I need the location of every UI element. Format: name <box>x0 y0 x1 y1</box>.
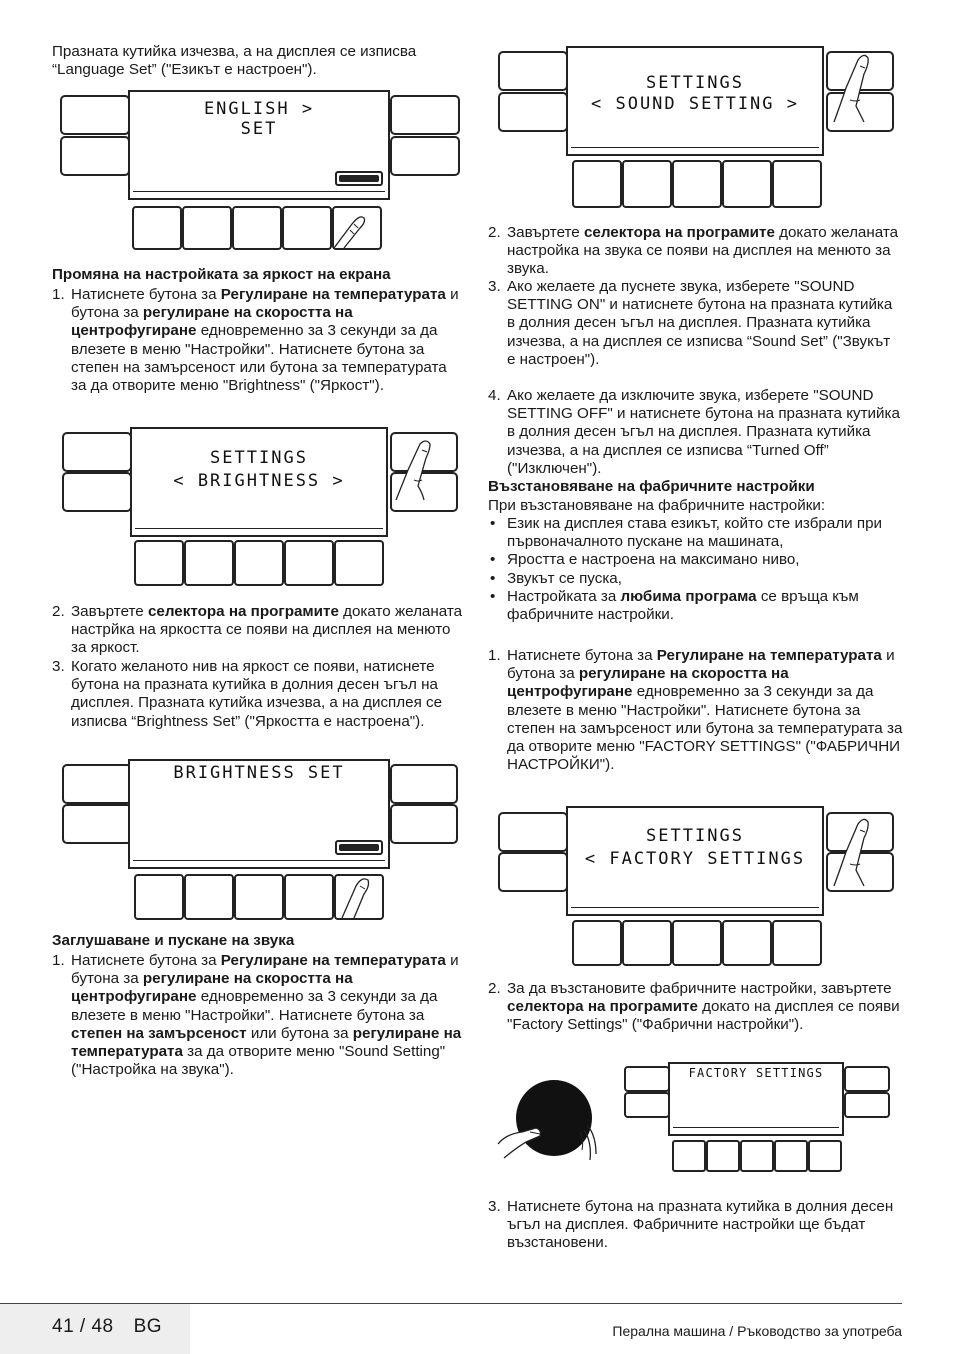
panel-bottom-button <box>706 1140 740 1172</box>
panel-bottom-button <box>284 540 334 586</box>
lcd-line: FACTORY SETTINGS <box>688 1066 824 1080</box>
empty-box-button <box>335 840 383 855</box>
panel-bottom-button <box>282 206 332 250</box>
text: или бутона за <box>246 1024 353 1042</box>
panel-bottom-button <box>134 540 184 586</box>
panel-bottom-button <box>774 1140 808 1172</box>
factory-intro: При възстановяване на фабричните настройки: <box>488 497 826 514</box>
text: докато желаната настрйка на яркостта се появи на дисплея на менюто за яркост. <box>71 603 463 657</box>
panel-bottom-button <box>622 920 672 966</box>
program-selector-knob-icon <box>496 1074 608 1164</box>
text: Натиснете бутона за <box>71 952 221 969</box>
panel-side-button <box>498 92 568 132</box>
bold-text: селектора на програмите <box>507 998 698 1016</box>
page-count: 41 / 48 <box>52 1316 114 1337</box>
text: Натиснете бутона за <box>71 286 221 303</box>
footer-title: Перална машина / Ръководство за употреба <box>612 1323 902 1339</box>
panel-side-button <box>390 804 458 844</box>
pressing-finger-icon <box>394 440 434 502</box>
panel-bottom-button <box>572 920 622 966</box>
display-panel-brightness-set <box>60 758 460 920</box>
factory-heading: Възстановяване на фабричните настройки <box>488 478 815 495</box>
bold-text: степен на замърсеност <box>71 1024 247 1042</box>
bold-text: регулиране на скоростта на центрофугиране <box>71 304 353 340</box>
text: Натиснете бутона за <box>507 647 657 664</box>
sound-step-1 <box>71 952 466 1079</box>
lcd-screen <box>128 90 390 200</box>
lcd-screen <box>128 759 390 869</box>
text: Настройката за <box>507 587 621 605</box>
text: За да възстановите фабричните настройки, завъртете <box>507 980 892 997</box>
sound-step-3: Ако желаете да пуснете звука, изберете "SOUND SETTING ON" и натиснете бутона на празната кутийка в долния десен ъгъл на дисплея. Празната кутийка изчезва, а на дисплея се изписва “Sound Set” ("Звукът е настроен"). <box>507 278 893 368</box>
bold-text: селектора на програмите <box>147 603 339 620</box>
panel-side-button <box>60 136 130 176</box>
display-panel-factory-settings <box>496 804 896 966</box>
language-code: BG <box>133 1316 163 1337</box>
factory-step-3: Натиснете бутона на празната кутийка в долния десен ъгъл на дисплея. Фабричните настройки ще бъдат възстановени. <box>507 1198 894 1252</box>
text: докато на дисплея се появи "Factory Settings" ("Фабрични настройки"). <box>507 998 900 1034</box>
panel-side-button <box>498 852 568 892</box>
pressing-finger-icon <box>832 818 872 888</box>
text: и бутона за <box>71 952 459 988</box>
panel-bottom-button <box>808 1140 842 1172</box>
lcd-line: < BRIGHTNESS > <box>173 471 345 491</box>
pressing-finger-icon <box>330 210 370 250</box>
lcd-screen <box>566 806 824 916</box>
panel-bottom-button <box>740 1140 774 1172</box>
panel-bottom-button <box>722 920 772 966</box>
panel-bottom-button <box>572 160 622 208</box>
display-panel-sound-setting <box>496 44 896 208</box>
display-panel-brightness <box>60 426 460 586</box>
bold-text: Регулиране на температурата <box>220 286 446 303</box>
lcd-line: SET <box>240 119 278 139</box>
panel-side-button <box>624 1066 670 1092</box>
panel-bottom-button <box>672 160 722 208</box>
lcd-screen <box>130 427 388 537</box>
text: едновременно за 3 секунди за да влезете в меню "Настройки". Натиснете бутона за степен на замърсеност или бутона за температурата за да отворите меню "FACTORY SETTINGS" ("ФАБРИЧНИ НАСТРОЙКИ"). <box>507 683 903 774</box>
text: Завъртете <box>507 224 584 241</box>
lcd-screen <box>566 46 824 156</box>
panel-side-button <box>498 51 568 91</box>
text: и бутона за <box>71 286 459 322</box>
list-item: • Звукът се пуска, <box>488 570 902 588</box>
panel-bottom-button <box>772 920 822 966</box>
bold-text: Регулиране на температурата <box>220 952 446 969</box>
step-number: 1. <box>52 286 65 303</box>
text: Завъртете <box>71 603 148 620</box>
panel-side-button <box>62 764 132 804</box>
panel-side-button <box>60 95 130 135</box>
lcd-line: SETTINGS <box>646 73 744 93</box>
step-number: 2. <box>52 603 65 620</box>
panel-bottom-button <box>182 206 232 250</box>
panel-bottom-button <box>184 540 234 586</box>
panel-bottom-button <box>134 874 184 920</box>
footer-divider <box>0 1303 902 1304</box>
lcd-line: < SOUND SETTING > <box>591 94 799 114</box>
lcd-line: SETTINGS <box>646 826 744 846</box>
lcd-line: BRIGHTNESS SET <box>173 763 345 783</box>
sound-step-4: Ако желаете да изключите звука, изберете "SOUND SETTING OFF" и натиснете бутона на празната кутийка в долния десен ъгъл на дисплея. Празната кутийка изчезва, а на дисплея се изписва “Turned Off” ("Изключен"). <box>507 387 900 477</box>
lcd-line: ENGLISH > <box>203 99 315 119</box>
panel-side-button <box>844 1092 890 1118</box>
panel-side-button <box>62 472 132 512</box>
text: и бутона за <box>507 647 895 683</box>
pressing-finger-icon <box>338 874 372 920</box>
step-number: 1. <box>52 952 65 969</box>
panel-bottom-button <box>234 540 284 586</box>
panel-side-button <box>390 764 458 804</box>
sound-heading: Заглушаване и пускане на звука <box>52 932 295 949</box>
text: едновременно за 3 секунди за да влезете в меню "Настройки". Натиснете бутона за <box>71 988 438 1024</box>
panel-bottom-button <box>232 206 282 250</box>
panel-side-button <box>624 1092 670 1118</box>
text: се връща към фабричните настройки. <box>507 587 859 624</box>
list-item: • Яростта е настроена на максимано ниво, <box>488 551 902 569</box>
brightness-step-3: Когато желаното нив на яркост се появи, натиснете бутона на празната кутийка в долния десен ъгъл на дисплея. Празната кутийка изчезва, а на дисплея се изписва “Brightness Set” ("Яркостта е настроена"). <box>71 658 443 730</box>
bold-text: регулиране на скоростта на центрофугиране <box>507 665 789 701</box>
display-panel-factory-set <box>622 1062 892 1172</box>
lcd-screen <box>668 1062 844 1136</box>
factory-defaults-list <box>488 515 902 624</box>
sound-step-2 <box>507 224 902 279</box>
lcd-line: SETTINGS <box>210 448 308 468</box>
empty-box-button <box>335 171 383 186</box>
factory-step-1 <box>507 647 905 774</box>
lcd-line: < FACTORY SETTINGS <box>584 849 806 869</box>
text: за да отворите меню "Sound Setting" ("Настройка на звука"). <box>71 1043 446 1079</box>
panel-side-button <box>390 136 460 176</box>
panel-bottom-button <box>234 874 284 920</box>
panel-bottom-button <box>722 160 772 208</box>
panel-bottom-button <box>622 160 672 208</box>
panel-side-button <box>62 432 132 472</box>
step-number: 1. <box>488 647 501 664</box>
panel-side-button <box>390 95 460 135</box>
brightness-step-2 <box>71 603 466 658</box>
page-number <box>52 1318 162 1336</box>
step-number: 2. <box>488 224 501 241</box>
bold-text: селектора на програмите <box>583 224 775 241</box>
text: едновременно за 3 секунди за да влезете в меню "Настройки". Натиснете бутона за степен на замърсеност или бутона за температурата за да отворите меню "Brightness" ("Яркост"). <box>71 322 447 395</box>
panel-bottom-button <box>284 874 334 920</box>
step-number: 3. <box>52 658 65 675</box>
bold-text: регулиране на температурата <box>71 1024 462 1061</box>
bold-text: регулиране на скоростта на центрофугиране <box>71 970 353 1006</box>
step-number: 3. <box>488 1198 501 1215</box>
bold-text: Регулиране на температурата <box>656 647 882 664</box>
intro-text: Празната кутийка изчезва, а на дисплея се изписва “Language Set” ("Езикът е настроен"). <box>52 43 417 79</box>
panel-side-button <box>62 804 132 844</box>
panel-bottom-button <box>184 874 234 920</box>
panel-bottom-button <box>132 206 182 250</box>
brightness-step-1 <box>71 286 466 395</box>
pressing-finger-icon <box>832 54 872 124</box>
text: докато желаната настройка на звука се появи на дисплея на менюто за звука. <box>507 224 899 278</box>
brightness-heading: Промяна на настройката за яркост на екрана <box>52 266 391 283</box>
step-number: 3. <box>488 278 501 295</box>
step-number: 2. <box>488 980 501 997</box>
step-number: 4. <box>488 387 501 404</box>
display-panel-language-set <box>58 88 460 250</box>
factory-step-2 <box>507 980 902 1035</box>
panel-bottom-button <box>772 160 822 208</box>
list-item: • Език на дисплея става езикът, който сте избрали при първоначалното пускане на машината, <box>488 515 902 551</box>
panel-bottom-button <box>334 540 384 586</box>
panel-bottom-button <box>672 1140 706 1172</box>
panel-bottom-button <box>672 920 722 966</box>
panel-side-button <box>844 1066 890 1092</box>
list-item <box>488 588 902 624</box>
panel-side-button <box>498 812 568 852</box>
bold-text: любима програма <box>620 587 757 605</box>
